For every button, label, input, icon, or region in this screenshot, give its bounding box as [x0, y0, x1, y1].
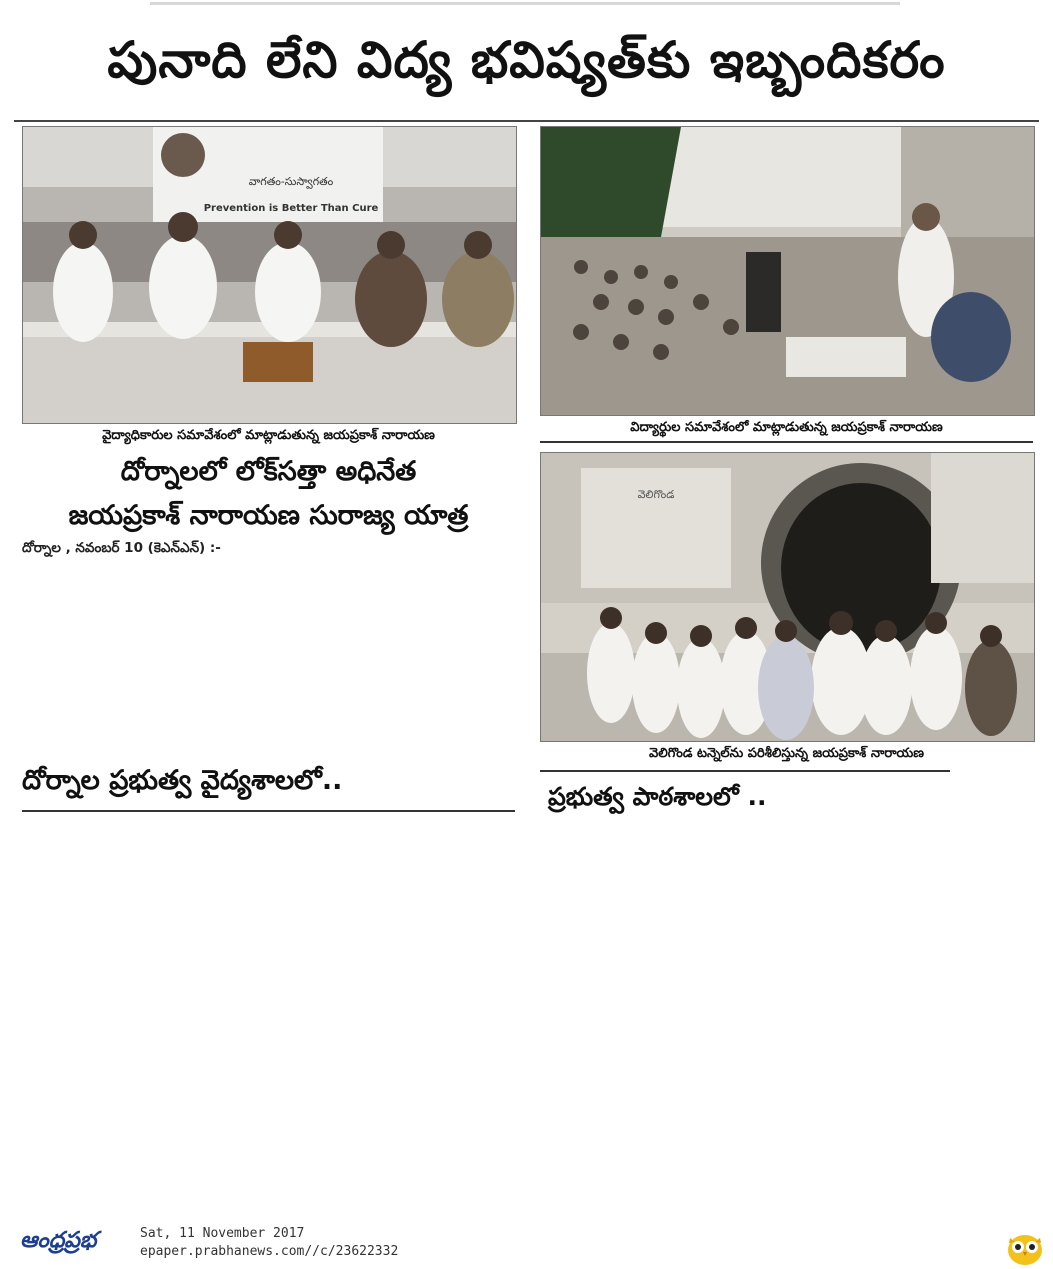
- main-story-title-line1: దోర్నాలలో లోక్‌సత్తా అధినేత: [120, 456, 417, 487]
- photo-tunnel-visit: [540, 452, 1035, 742]
- caption-tunnel-visit: వెలిగొండ టన్నెల్‌ను పరిశీలిస్తున్న జయప్రకాశ్ నారాయణ: [649, 746, 924, 761]
- footer-date: Sat, 11 November 2017: [140, 1226, 305, 1241]
- main-story-title-line2: జయప్రకాశ్ నారాయణ సురాజ్య యాత్ర: [68, 500, 469, 531]
- hospital-title-rule: [22, 810, 515, 812]
- headline-rule: [14, 120, 1039, 122]
- photo-medical-meeting: [22, 126, 517, 424]
- banner-welcome-text: వాగతం-సుస్వాగతం: [248, 175, 334, 188]
- school-section-body: [548, 824, 1033, 1218]
- banner-prevention-text: Prevention is Better Than Cure: [203, 203, 379, 214]
- tunnel-sign-text: వెలిగొండ: [637, 488, 675, 501]
- main-story-dateline: దోర్నాల , నవంబర్ 10 (కెఎన్ఎన్) :-: [22, 540, 221, 556]
- caption-rule-right: [540, 441, 1033, 443]
- caption-medical-meeting: వైద్యాధికారుల సమావేశంలో మాట్లాడుతున్న జయప్రకాశ్ నారాయణ: [102, 428, 435, 443]
- article-headline: పునాది లేని విద్య భవిష్యత్‌కు ఇబ్బందికరం: [107, 30, 946, 89]
- top-divider: [150, 2, 900, 5]
- photo-student-meeting: [540, 126, 1035, 416]
- page-footer: [0, 1224, 1053, 1269]
- hospital-section-title: దోర్నాల ప్రభుత్వ వైద్యశాలలో..: [22, 765, 343, 796]
- brand-logo: ఆంధ్రప్రభ: [20, 1228, 97, 1253]
- caption-student-meeting: విద్యార్థుల సమావేశంలో మాట్లాడుతున్న జయప్రకాశ్ నారాయణ: [630, 420, 943, 435]
- page-top-strip: [0, 0, 1053, 14]
- owl-icon: [1005, 1230, 1045, 1266]
- caption-rule-right-2: [540, 770, 950, 772]
- school-section-title: ప్రభుత్వ పాఠశాలలో ..: [548, 782, 767, 811]
- footer-url[interactable]: epaper.prabhanews.com//c/23622332: [140, 1244, 399, 1259]
- hospital-section-body: [22, 815, 515, 1219]
- main-story-body: [22, 537, 515, 759]
